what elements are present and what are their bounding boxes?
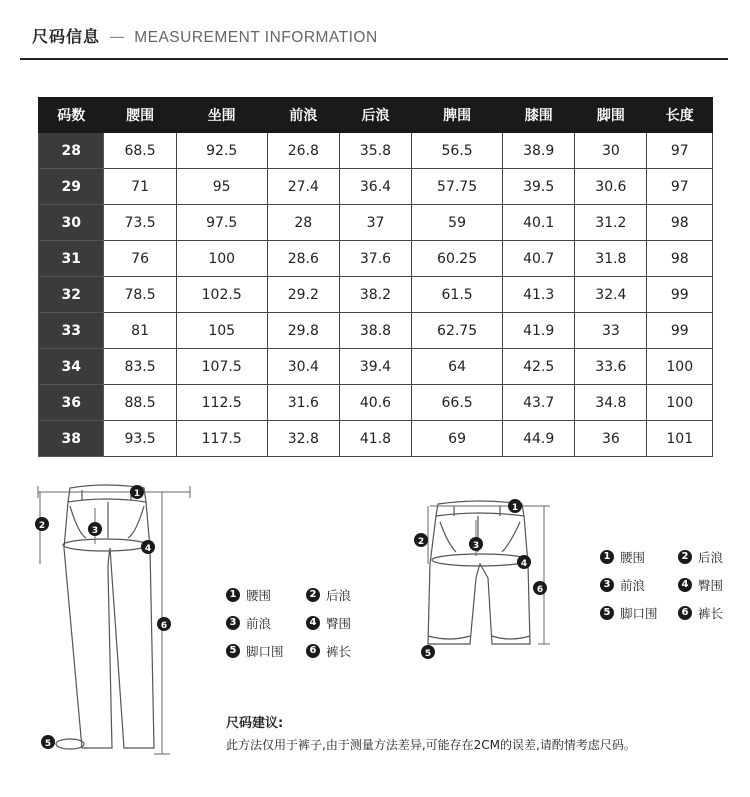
measurement-cell: 66.5	[412, 385, 503, 421]
table-row	[39, 241, 713, 277]
measurement-cell: 98	[647, 205, 713, 241]
measurement-cell: 95	[176, 169, 267, 205]
measurement-cell: 44.9	[503, 421, 575, 457]
table-row	[39, 313, 713, 349]
legend-item	[600, 548, 645, 566]
number-marker-label: 2	[38, 521, 46, 531]
measurement-cell: 105	[176, 313, 267, 349]
size-cell: 29	[39, 169, 104, 205]
measurement-cell: 40.6	[339, 385, 411, 421]
measurement-cell: 29.8	[267, 313, 339, 349]
legend-label: 腰围	[246, 588, 272, 603]
col-header: 长度	[647, 98, 713, 133]
measurement-cell: 62.75	[412, 313, 503, 349]
measurement-cell: 37.6	[339, 241, 411, 277]
col-header: 腰围	[104, 98, 176, 133]
measurement-cell: 99	[647, 277, 713, 313]
title-divider	[20, 58, 728, 60]
number-marker-label: 2	[417, 537, 425, 547]
number-marker-label: 6	[160, 621, 168, 631]
col-header: 坐围	[176, 98, 267, 133]
number-marker-label: 4	[520, 559, 528, 569]
measurement-cell: 60.25	[412, 241, 503, 277]
measurement-cell: 107.5	[176, 349, 267, 385]
size-cell: 30	[39, 205, 104, 241]
size-advice-title: 尺码建议:	[226, 716, 284, 731]
measurement-cell: 30.4	[267, 349, 339, 385]
number-marker-label: 1	[133, 489, 141, 499]
size-table	[38, 97, 713, 457]
measurement-cell: 41.3	[503, 277, 575, 313]
number-marker-label: 1	[511, 503, 519, 513]
measurement-cell: 31.8	[575, 241, 647, 277]
measurement-cell: 30.6	[575, 169, 647, 205]
number-badge: 1	[226, 588, 240, 602]
col-header: 膝围	[503, 98, 575, 133]
measurement-cell: 100	[647, 385, 713, 421]
number-marker-label: 5	[424, 649, 432, 659]
number-marker-label: 6	[536, 585, 544, 595]
title-dash: —	[109, 27, 126, 46]
measurement-cell: 29.2	[267, 277, 339, 313]
size-cell: 28	[39, 133, 104, 169]
measurement-cell: 76	[104, 241, 176, 277]
measurement-cell: 28	[267, 205, 339, 241]
number-badge: 4	[678, 578, 692, 592]
title-en: MEASUREMENT INFORMATION	[134, 29, 378, 46]
legend-item	[226, 642, 284, 660]
measurement-cell: 38.8	[339, 313, 411, 349]
title-cn: 尺码信息	[32, 27, 101, 46]
measurement-cell: 32.8	[267, 421, 339, 457]
measurement-cell: 38.2	[339, 277, 411, 313]
measurement-cell: 27.4	[267, 169, 339, 205]
measurement-cell: 59	[412, 205, 503, 241]
number-marker-label: 3	[91, 526, 99, 536]
section-title	[32, 24, 378, 47]
measurement-cell: 39.4	[339, 349, 411, 385]
size-cell: 31	[39, 241, 104, 277]
number-badge: 5	[226, 644, 240, 658]
measurement-cell: 28.6	[267, 241, 339, 277]
number-marker-label: 3	[472, 541, 480, 551]
measurement-cell: 100	[176, 241, 267, 277]
table-header-row	[39, 98, 713, 133]
short-pants-diagram	[410, 494, 570, 664]
measurement-cell: 32.4	[575, 277, 647, 313]
measurement-cell: 31.6	[267, 385, 339, 421]
measurement-cell: 81	[104, 313, 176, 349]
legend-item	[226, 586, 271, 604]
measurement-cell: 40.7	[503, 241, 575, 277]
measurement-cell: 34.8	[575, 385, 647, 421]
number-marker-label: 4	[144, 544, 152, 554]
measurement-cell: 42.5	[503, 349, 575, 385]
measurement-cell: 73.5	[104, 205, 176, 241]
number-badge: 5	[600, 606, 614, 620]
measurement-cell: 31.2	[575, 205, 647, 241]
measurement-cell: 38.9	[503, 133, 575, 169]
measurement-cell: 43.7	[503, 385, 575, 421]
measurement-cell: 100	[647, 349, 713, 385]
size-cell: 34	[39, 349, 104, 385]
number-badge: 6	[306, 644, 320, 658]
legend-item	[678, 548, 723, 566]
measurement-cell: 117.5	[176, 421, 267, 457]
measurement-cell: 112.5	[176, 385, 267, 421]
measurement-cell: 30	[575, 133, 647, 169]
col-header: 后浪	[339, 98, 411, 133]
long-markers	[35, 485, 171, 749]
legend-label: 后浪	[698, 550, 724, 565]
legend-label: 脚口围	[620, 606, 658, 621]
measurement-cell: 97.5	[176, 205, 267, 241]
legend-item	[678, 604, 723, 622]
number-badge: 3	[600, 578, 614, 592]
legend-item	[600, 576, 645, 594]
measurement-cell: 36.4	[339, 169, 411, 205]
col-header: 前浪	[267, 98, 339, 133]
measurement-cell: 102.5	[176, 277, 267, 313]
col-header: 码数	[39, 98, 104, 133]
number-badge: 2	[678, 550, 692, 564]
table-row	[39, 277, 713, 313]
measurement-cell: 64	[412, 349, 503, 385]
table-row	[39, 421, 713, 457]
measurement-cell: 37	[339, 205, 411, 241]
legend-label: 臀围	[698, 578, 724, 593]
measurement-cell: 93.5	[104, 421, 176, 457]
legend-label: 脚口围	[246, 644, 284, 659]
measurement-cell: 56.5	[412, 133, 503, 169]
legend-label: 前浪	[620, 578, 646, 593]
table-row	[39, 169, 713, 205]
size-cell: 36	[39, 385, 104, 421]
size-cell: 33	[39, 313, 104, 349]
number-badge: 6	[678, 606, 692, 620]
table-row	[39, 205, 713, 241]
legend-label: 裤长	[698, 606, 724, 621]
measurement-cell: 71	[104, 169, 176, 205]
long-pants-diagram	[30, 478, 200, 760]
measurement-cell: 26.8	[267, 133, 339, 169]
table-row	[39, 385, 713, 421]
number-marker-label: 5	[44, 739, 52, 749]
legend-item	[306, 614, 351, 632]
measurement-cell: 68.5	[104, 133, 176, 169]
col-header: 脚围	[575, 98, 647, 133]
short-legend	[600, 548, 740, 628]
legend-label: 前浪	[246, 616, 272, 631]
legend-item	[678, 576, 723, 594]
measurement-cell: 97	[647, 169, 713, 205]
size-cell: 38	[39, 421, 104, 457]
measurement-cell: 83.5	[104, 349, 176, 385]
col-header: 脾围	[412, 98, 503, 133]
measurement-cell: 99	[647, 313, 713, 349]
size-advice-text: 此方法仅用于裤子,由于测量方法差异,可能存在2CM的误差,请酌情考虑尺码。	[226, 738, 636, 752]
measurement-cell: 33.6	[575, 349, 647, 385]
legend-label: 腰围	[620, 550, 646, 565]
legend-item	[306, 586, 351, 604]
measurement-cell: 41.9	[503, 313, 575, 349]
measurement-cell: 40.1	[503, 205, 575, 241]
measurement-cell: 57.75	[412, 169, 503, 205]
measurement-cell: 92.5	[176, 133, 267, 169]
measurement-cell: 78.5	[104, 277, 176, 313]
number-badge: 2	[306, 588, 320, 602]
measurement-cell: 41.8	[339, 421, 411, 457]
measurement-cell: 33	[575, 313, 647, 349]
table-row	[39, 133, 713, 169]
legend-item	[306, 642, 351, 660]
legend-label: 臀围	[326, 616, 352, 631]
measurement-cell: 98	[647, 241, 713, 277]
measurement-cell: 35.8	[339, 133, 411, 169]
measurement-cell: 39.5	[503, 169, 575, 205]
number-badge: 3	[226, 616, 240, 630]
short-markers	[414, 499, 547, 659]
measurement-cell: 88.5	[104, 385, 176, 421]
number-badge: 1	[600, 550, 614, 564]
long-legend	[226, 586, 376, 666]
table-row	[39, 349, 713, 385]
measurement-cell: 69	[412, 421, 503, 457]
measurement-cell: 97	[647, 133, 713, 169]
legend-label: 裤长	[326, 644, 352, 659]
legend-label: 后浪	[326, 588, 352, 603]
measurement-cell: 61.5	[412, 277, 503, 313]
measurement-cell: 101	[647, 421, 713, 457]
number-badge: 4	[306, 616, 320, 630]
size-cell: 32	[39, 277, 104, 313]
measurement-cell: 36	[575, 421, 647, 457]
legend-item	[226, 614, 271, 632]
legend-item	[600, 604, 658, 622]
